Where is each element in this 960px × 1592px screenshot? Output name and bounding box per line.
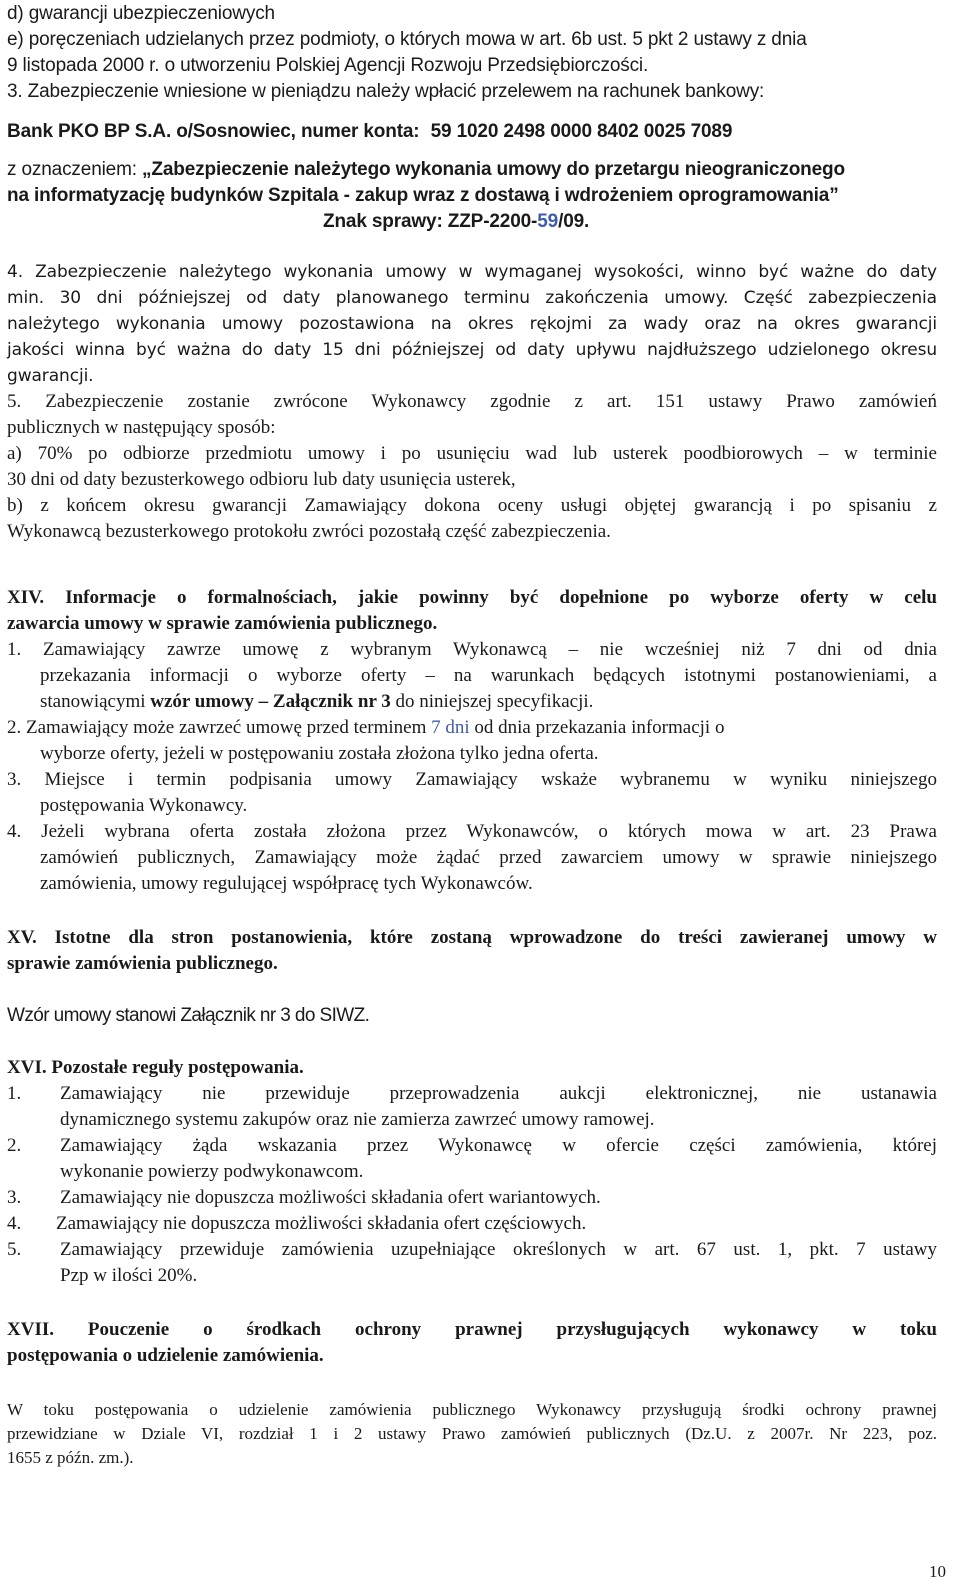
paragraph-line: Wzór umowy stanowi Załącznik nr 3 do SIWZ. (7, 1005, 370, 1026)
marking-line (7, 158, 845, 182)
paragraph-line: publicznych w następujący sposób: (7, 417, 276, 438)
list-item: 4. Jeżeli wybrana oferta została złożona przez Wykonawców, o których mowa w art. 23 Prawa (7, 821, 937, 842)
case-reference: Znak sprawy: ZZP-2200-59/09. (323, 211, 590, 232)
paragraph-line: przewidziane w Dziale VI, rozdział 1 i 2 ustawy Prawo zamówień publicznych (Dz.U. z 2007r. Nr 223, poz. (7, 1424, 937, 1443)
paragraph-line: 1655 z późn. zm.). (7, 1448, 134, 1467)
list-item: Zamawiający żąda wskazania przez Wykonawcę w ofercie części zamówienia, której (60, 1135, 937, 1156)
bank-account-number: 59 1020 2498 0000 8402 0025 7089 (430, 121, 733, 142)
paragraph-line: Wykonawcą bezusterkowego protokołu zwróci pozostałą część zabezpieczenia. (7, 521, 611, 542)
case-number: 59 (537, 211, 559, 232)
list-item: Zamawiający przewiduje zamówienia uzupełniające określonych w art. 67 ust. 1, pkt. 7 ustawy (60, 1239, 937, 1260)
paragraph-line: gwarancji. (7, 366, 94, 386)
paragraph-line: 4. Zabezpieczenie należytego wykonania umowy w wymaganej wysokości, winno być ważne do daty (7, 262, 937, 282)
paragraph-line: należytego wykonania umowy pozostawiona na okres rękojmi za wady oraz na okres gwarancji (7, 314, 937, 334)
marking-title-cont: na informatyzację budynków Szpitala - zakup wraz z dostawą i wdrożeniem oprogramowania” (7, 185, 839, 206)
list-item-cont: przekazania informacji o wyborze oferty – na warunkach będących istotnymi postanowieniami, a (40, 665, 937, 686)
text-line: d) gwarancji ubezpieczeniowych (7, 3, 275, 24)
list-item-cont: zamówień publicznych, Zamawiający może żądać przed zawarciem umowy w sprawie niniejszego (40, 847, 937, 868)
list-item: 3. Miejsce i termin podpisania umowy Zamawiający wskaże wybranemu w wyniku niniejszego (7, 769, 937, 790)
paragraph-line: min. 30 dni późniejszej od daty planowanego terminu zakończenia umowy. Część zabezpieczenia (7, 288, 937, 308)
section-heading: postępowania o udzielenie zamówienia. (7, 1345, 324, 1366)
section-heading: zawarcia umowy w sprawie zamówienia publicznego. (7, 613, 438, 634)
marking-title: „Zabezpieczenie należytego wykonania umowy do przetargu nieograniczonego (142, 159, 845, 180)
list-item-cont: stanowiącymi wzór umowy – Załącznik nr 3 do niniejszej specyfikacji. (40, 691, 594, 712)
section-heading: XVI. Pozostałe reguły postępowania. (7, 1057, 304, 1078)
list-item-number: 3. (7, 1187, 22, 1208)
list-item-cont: postępowania Wykonawcy. (40, 795, 248, 816)
text-line: 9 listopada 2000 r. o utworzeniu Polskiej Agencji Rozwoju Przedsiębiorczości. (7, 55, 649, 76)
list-item: 2. Zamawiający może zawrzeć umowę przed terminem 7 dni od dnia przekazania informacji o (7, 717, 725, 738)
section-heading: XVII. Pouczenie o środkach ochrony prawnej przysługujących wykonawcy w toku (7, 1319, 937, 1340)
bank-account-line (7, 120, 732, 144)
list-item: Zamawiający nie dopuszcza możliwości składania ofert częściowych. (56, 1213, 587, 1234)
bank-name: Bank PKO BP S.A. o/Sosnowiec, numer konta: (7, 121, 420, 142)
list-item-cont: wykonanie powierzy podwykonawcom. (60, 1161, 364, 1182)
list-item-number: 2. (7, 1135, 22, 1156)
page-number: 10 (929, 1562, 946, 1581)
paragraph-line: b) z końcem okresu gwarancji Zamawiający dokona oceny usługi objętej gwarancją i po spisaniu z (7, 495, 937, 516)
list-item-cont: dynamicznego systemu zakupów oraz nie zamierza zawrzeć umowy ramowej. (60, 1109, 655, 1130)
text-line: 3. Zabezpieczenie wniesione w pieniądzu należy wpłacić przelewem na rachunek bankowy: (7, 81, 765, 102)
list-item: 1. Zamawiający zawrze umowę z wybranym Wykonawcą – nie wcześniej niż 7 dni od dnia (7, 639, 937, 660)
list-item: Zamawiający nie dopuszcza możliwości składania ofert wariantowych. (60, 1187, 601, 1208)
list-item-cont: Pzp w ilości 20%. (60, 1265, 198, 1286)
paragraph-line: jakości winna być ważna do daty 15 dni późniejszej od daty upływu najdłuższego udzielonego okresu (7, 340, 937, 360)
paragraph-line: W toku postępowania o udzielenie zamówienia publicznego Wykonawcy przysługują środki ochrony prawnej (7, 1400, 937, 1419)
paragraph-line: a) 70% po odbiorze przedmiotu umowy i po usunięciu wad lub usterek poodbiorowych – w terminie (7, 443, 937, 464)
list-item-number: 4. (7, 1213, 22, 1234)
attachment-reference: wzór umowy – Załącznik nr 3 (150, 691, 391, 712)
marking-prefix: z oznaczeniem: (7, 159, 143, 180)
list-item-cont: wyborze oferty, jeżeli w postępowaniu została złożona tylko jedna oferta. (40, 743, 599, 764)
section-heading: sprawie zamówienia publicznego. (7, 953, 278, 974)
list-item-number: 1. (7, 1083, 22, 1104)
paragraph-line: 30 dni od daty bezusterkowego odbioru lub daty usunięcia usterek, (7, 469, 516, 490)
highlighted-term: 7 dni (431, 717, 470, 738)
list-item-cont: zamówienia, umowy regulującej współpracę tych Wykonawców. (40, 873, 533, 894)
section-heading: XV. Istotne dla stron postanowienia, które zostaną wprowadzone do treści zawieranej umowy w (7, 927, 937, 948)
list-item: Zamawiający nie przewiduje przeprowadzenia aukcji elektronicznej, nie ustanawia (60, 1083, 937, 1104)
list-item-number: 5. (7, 1239, 22, 1260)
text-line: e) poręczeniach udzielanych przez podmioty, o których mowa w art. 6b ust. 5 pkt 2 ustawy z dnia (7, 29, 807, 50)
paragraph-line: 5. Zabezpieczenie zostanie zwrócone Wykonawcy zgodnie z art. 151 ustawy Prawo zamówień (7, 391, 937, 412)
section-heading: XIV. Informacje o formalnościach, jakie powinny być dopełnione po wyborze oferty w celu (7, 587, 937, 608)
